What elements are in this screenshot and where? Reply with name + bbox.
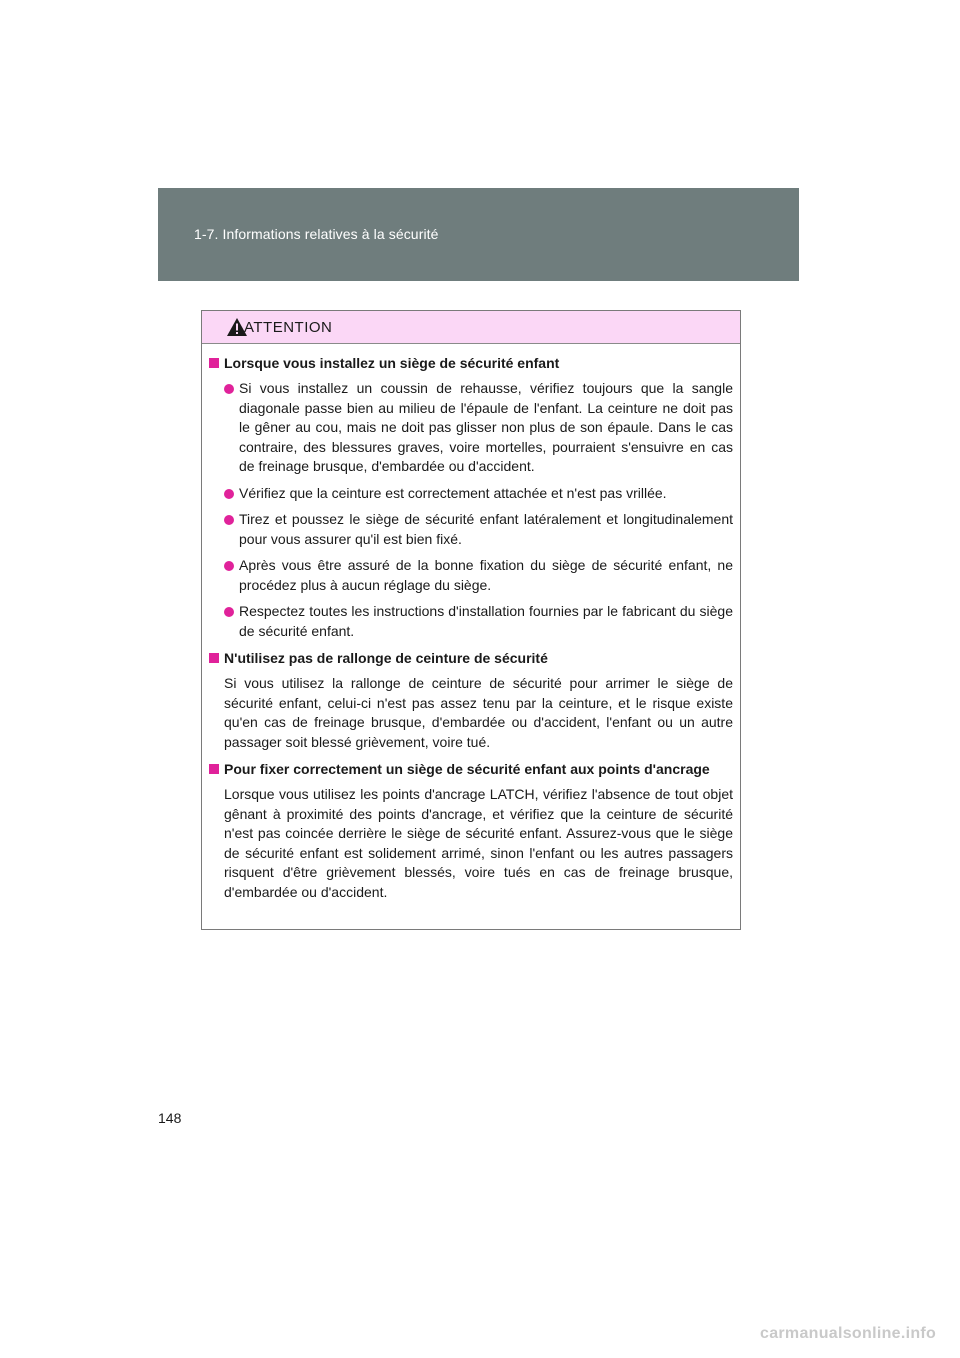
- list-item: Vérifiez que la ceinture est correctement attachée et n'est pas vrillée.: [224, 484, 733, 504]
- circle-bullet-icon: [224, 384, 234, 394]
- page-number: 148: [158, 1110, 182, 1126]
- square-bullet-icon: [209, 764, 219, 774]
- square-bullet-icon: [209, 358, 219, 368]
- section-header-band: [158, 188, 799, 281]
- section-heading: Pour fixer correctement un siège de sécurité enfant aux points d'ancrage: [209, 759, 733, 779]
- list-item: Respectez toutes les instructions d'installation fournies par le fabricant du siège de sécurité enfant.: [224, 602, 733, 641]
- section-paragraph: Si vous utilisez la rallonge de ceinture de sécurité pour arrimer le siège de sécurité enfant, celui-ci n'est pas assez tenu par la ceinture, et le risque existe qu'en cas de freinage brusque, d'embardée ou d'accident, l'enfant ou un autre passager soit blessé grièvement, voire tué.: [224, 675, 733, 750]
- square-bullet-icon: [209, 653, 219, 663]
- circle-bullet-icon: [224, 607, 234, 617]
- circle-bullet-icon: [224, 561, 234, 571]
- circle-bullet-icon: [224, 489, 234, 499]
- list-item: Tirez et poussez le siège de sécurité enfant latéralement et longitudinalement pour vous assurer qu'il est bien fixé.: [224, 510, 733, 549]
- warning-box: [201, 310, 741, 930]
- section-heading: N'utilisez pas de rallonge de ceinture de sécurité: [209, 648, 733, 668]
- warning-title: ATTENTION: [244, 319, 333, 336]
- watermark: carmanualsonline.info: [760, 1325, 937, 1342]
- list-item: Si vous installez un coussin de rehausse, vérifiez toujours que la sangle diagonale passe bien au milieu de l'épaule de l'enfant. La ceinture ne doit pas le gêner au cou, mais ne doit pas glisser non plus de son épaule. Dans le cas contraire, des blessures graves, voire mortelles, pourraient s'ensuivre en cas de freinage brusque, d'embardée ou d'accident.: [224, 379, 733, 477]
- section-child-seat-installation: [209, 353, 733, 641]
- section-paragraph: Lorsque vous utilisez les points d'ancrage LATCH, vérifiez l'absence de tout objet gênant à proximité des points d'ancrage, et vérifiez que la ceinture de sécurité n'est pas coincée derrière le siège de sécurité enfant. Assurez-vous que le siège de sécurité enfant est solidement arrimé, sinon l'enfant ou les autres passagers risquent d'être grièvement blessés, voire tués en cas de freinage brusque, d'embardée ou d'accident.: [224, 786, 733, 900]
- section-anchor-points: [209, 759, 733, 902]
- list-item: Après vous être assuré de la bonne fixation du siège de sécurité enfant, ne procédez plus à aucun réglage du siège.: [224, 556, 733, 595]
- section-heading: Lorsque vous installez un siège de sécurité enfant: [209, 353, 733, 373]
- warning-body: [202, 344, 740, 902]
- warning-header: [202, 311, 740, 344]
- section-no-belt-extender: [209, 648, 733, 752]
- section-title: 1-7. Informations relatives à la sécurité: [194, 226, 439, 242]
- circle-bullet-icon: [224, 515, 234, 525]
